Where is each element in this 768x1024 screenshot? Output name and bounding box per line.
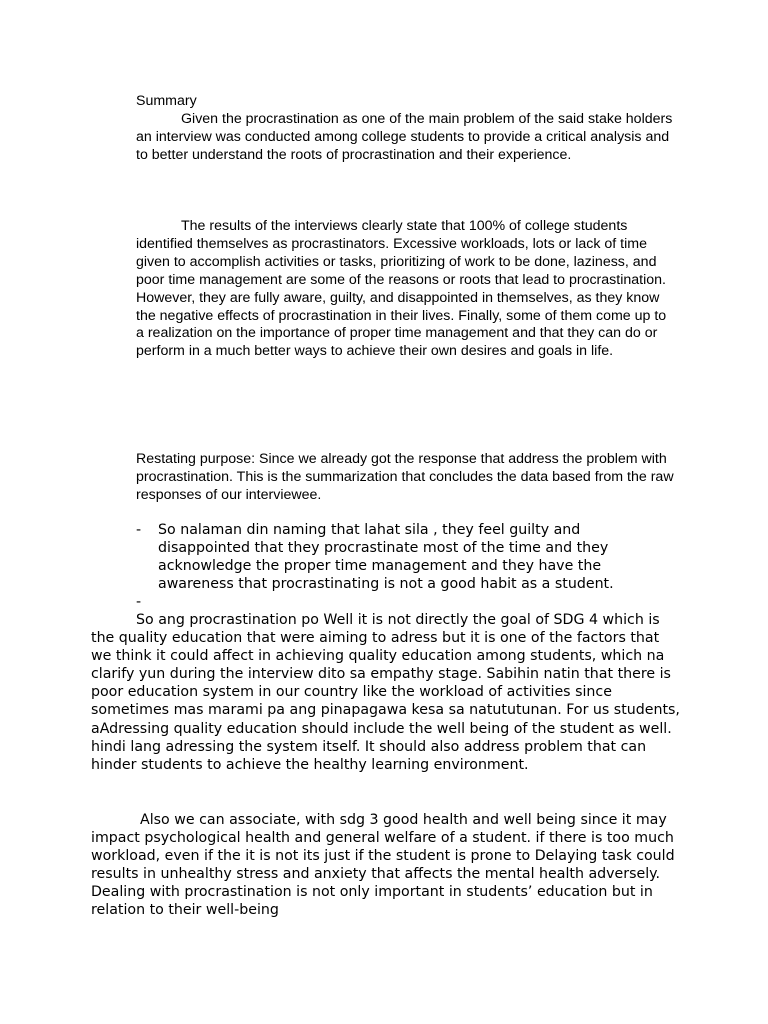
results-paragraph: The results of the interviews clearly state that 100% of college students identified themselves as procrastinators. Excessive workloads, lots or lack of time given to accomplish activities or tasks, prioritizing of work to be done, laziness, and poor time management are some of the reasons or roots that lead to procrastination. However, they are fully aware, guilty, and disappointed in themselves, as they know the negative effects of procrastination in their lives. Finally, some of them come up to a realization on the importance of proper time management and that they can do or perform in a much better ways to achieve their own desires and goals in life. <box>136 218 667 360</box>
sdg3-paragraph: Also we can associate, with sdg 3 good health and well being since it may impact psychological health and general welfare of a student. if there is too much workload, even if the it is not its just if the student is prone to Delaying task could results in unhealthy stress and anxiety that affects the mental health adversely. Dealing with procrastination is not only important in students’ education but in relation to their well-being <box>91 812 675 919</box>
sdg4-paragraph: So ang procrastination po Well it is not directly the goal of SDG 4 which is the quality education that were aiming to adress but it is one of the factors that we think it could affect in achieving quality education among students, which na clarify yun during the interview dito sa empathy stage. Sabihin natin that there is poor education system in our country like the workload of activities since sometimes mas marami pa ang pinapagawa kesa sa natututunan. For us students, aAdressing quality education should include the well being of the student as well. hindi lang adressing the system itself. It should also address problem that can hinder students to achieve the healthy learning environment. <box>91 612 680 773</box>
bullet-item <box>136 521 656 593</box>
summary-heading: Summary <box>136 93 197 109</box>
bullet-text: So nalaman din naming that lahat sila , they feel guilty and disappointed that they procrastinate most of the time and they acknowledge the proper time management and they have the awareness that procrastinating is not a good habit as a student. <box>158 522 614 593</box>
bullet-marker: - <box>136 522 142 538</box>
summary-paragraph: Given the procrastination as one of the main problem of the said stake holders an interview was conducted among college students to provide a critical analysis and to better understand the roots of procrastination and their experience. <box>136 111 673 163</box>
bullet-marker: - <box>136 594 142 610</box>
bullet-item <box>136 593 656 611</box>
restating-purpose-paragraph: Restating purpose: Since we already got the response that address the problem with procrastination. This is the summarization that concludes the data based from the raw responses of our interviewee. <box>136 451 674 503</box>
